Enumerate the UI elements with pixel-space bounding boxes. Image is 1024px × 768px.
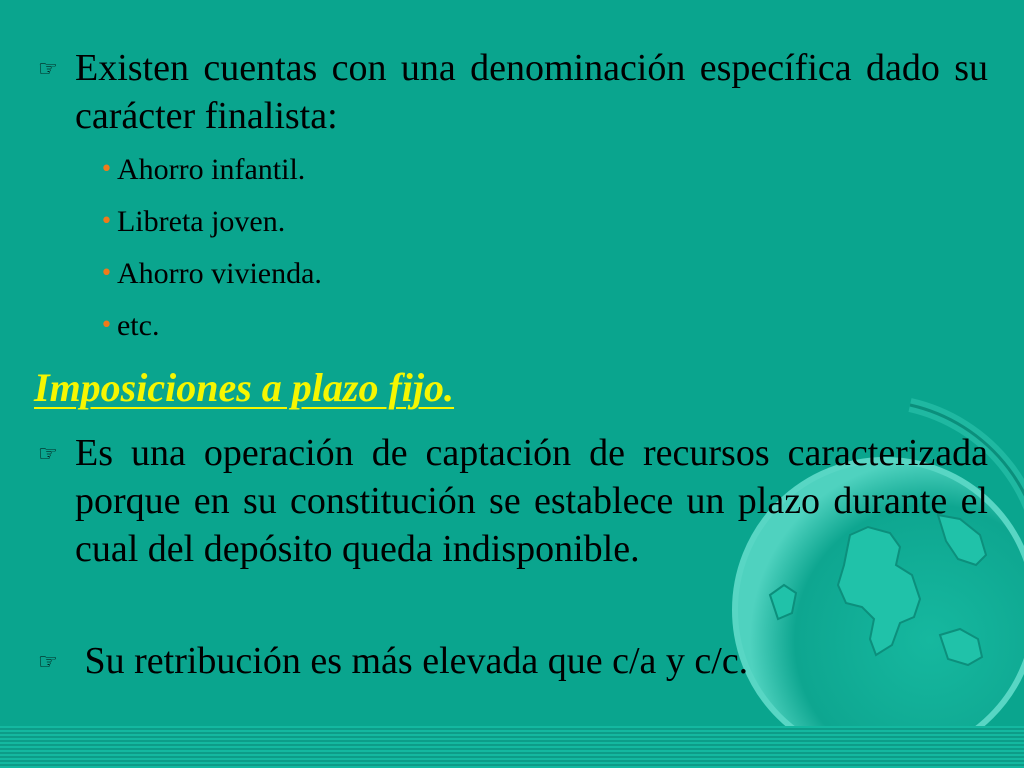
point-bullet xyxy=(38,429,988,573)
intro-text: Existen cuentas con una denominación específica dado su carácter finalista: xyxy=(75,47,988,137)
bullet-dot-icon: • xyxy=(100,313,113,338)
sub-item xyxy=(100,152,305,188)
point-text: Es una operación de captación de recursos caracterizada porque en su constitución se establece un plazo durante el cual del depósito queda indisponible. xyxy=(75,432,988,570)
bullet-dot-icon: • xyxy=(100,261,113,286)
sub-item-text: Libreta joven. xyxy=(116,205,286,238)
sub-item xyxy=(100,256,322,292)
sub-item-text: Ahorro vivienda. xyxy=(116,257,322,290)
point-bullet xyxy=(38,637,988,685)
section-heading: Imposiciones a plazo fijo. xyxy=(34,365,455,410)
sub-item xyxy=(100,204,285,240)
point-text: Su retribución es más elevada que c/a y c/c. xyxy=(75,640,749,682)
sub-item-text: Ahorro infantil. xyxy=(116,153,306,186)
bottom-band xyxy=(0,726,1024,768)
sub-item xyxy=(100,308,159,344)
bullet-dot-icon: • xyxy=(100,157,113,182)
pointing-hand-icon: ☞ xyxy=(38,57,58,82)
pointing-hand-icon: ☞ xyxy=(38,442,58,467)
bullet-dot-icon: • xyxy=(100,209,113,234)
sub-item-text: etc. xyxy=(116,309,160,342)
intro-bullet xyxy=(38,44,988,140)
pointing-hand-icon: ☞ xyxy=(38,650,58,675)
